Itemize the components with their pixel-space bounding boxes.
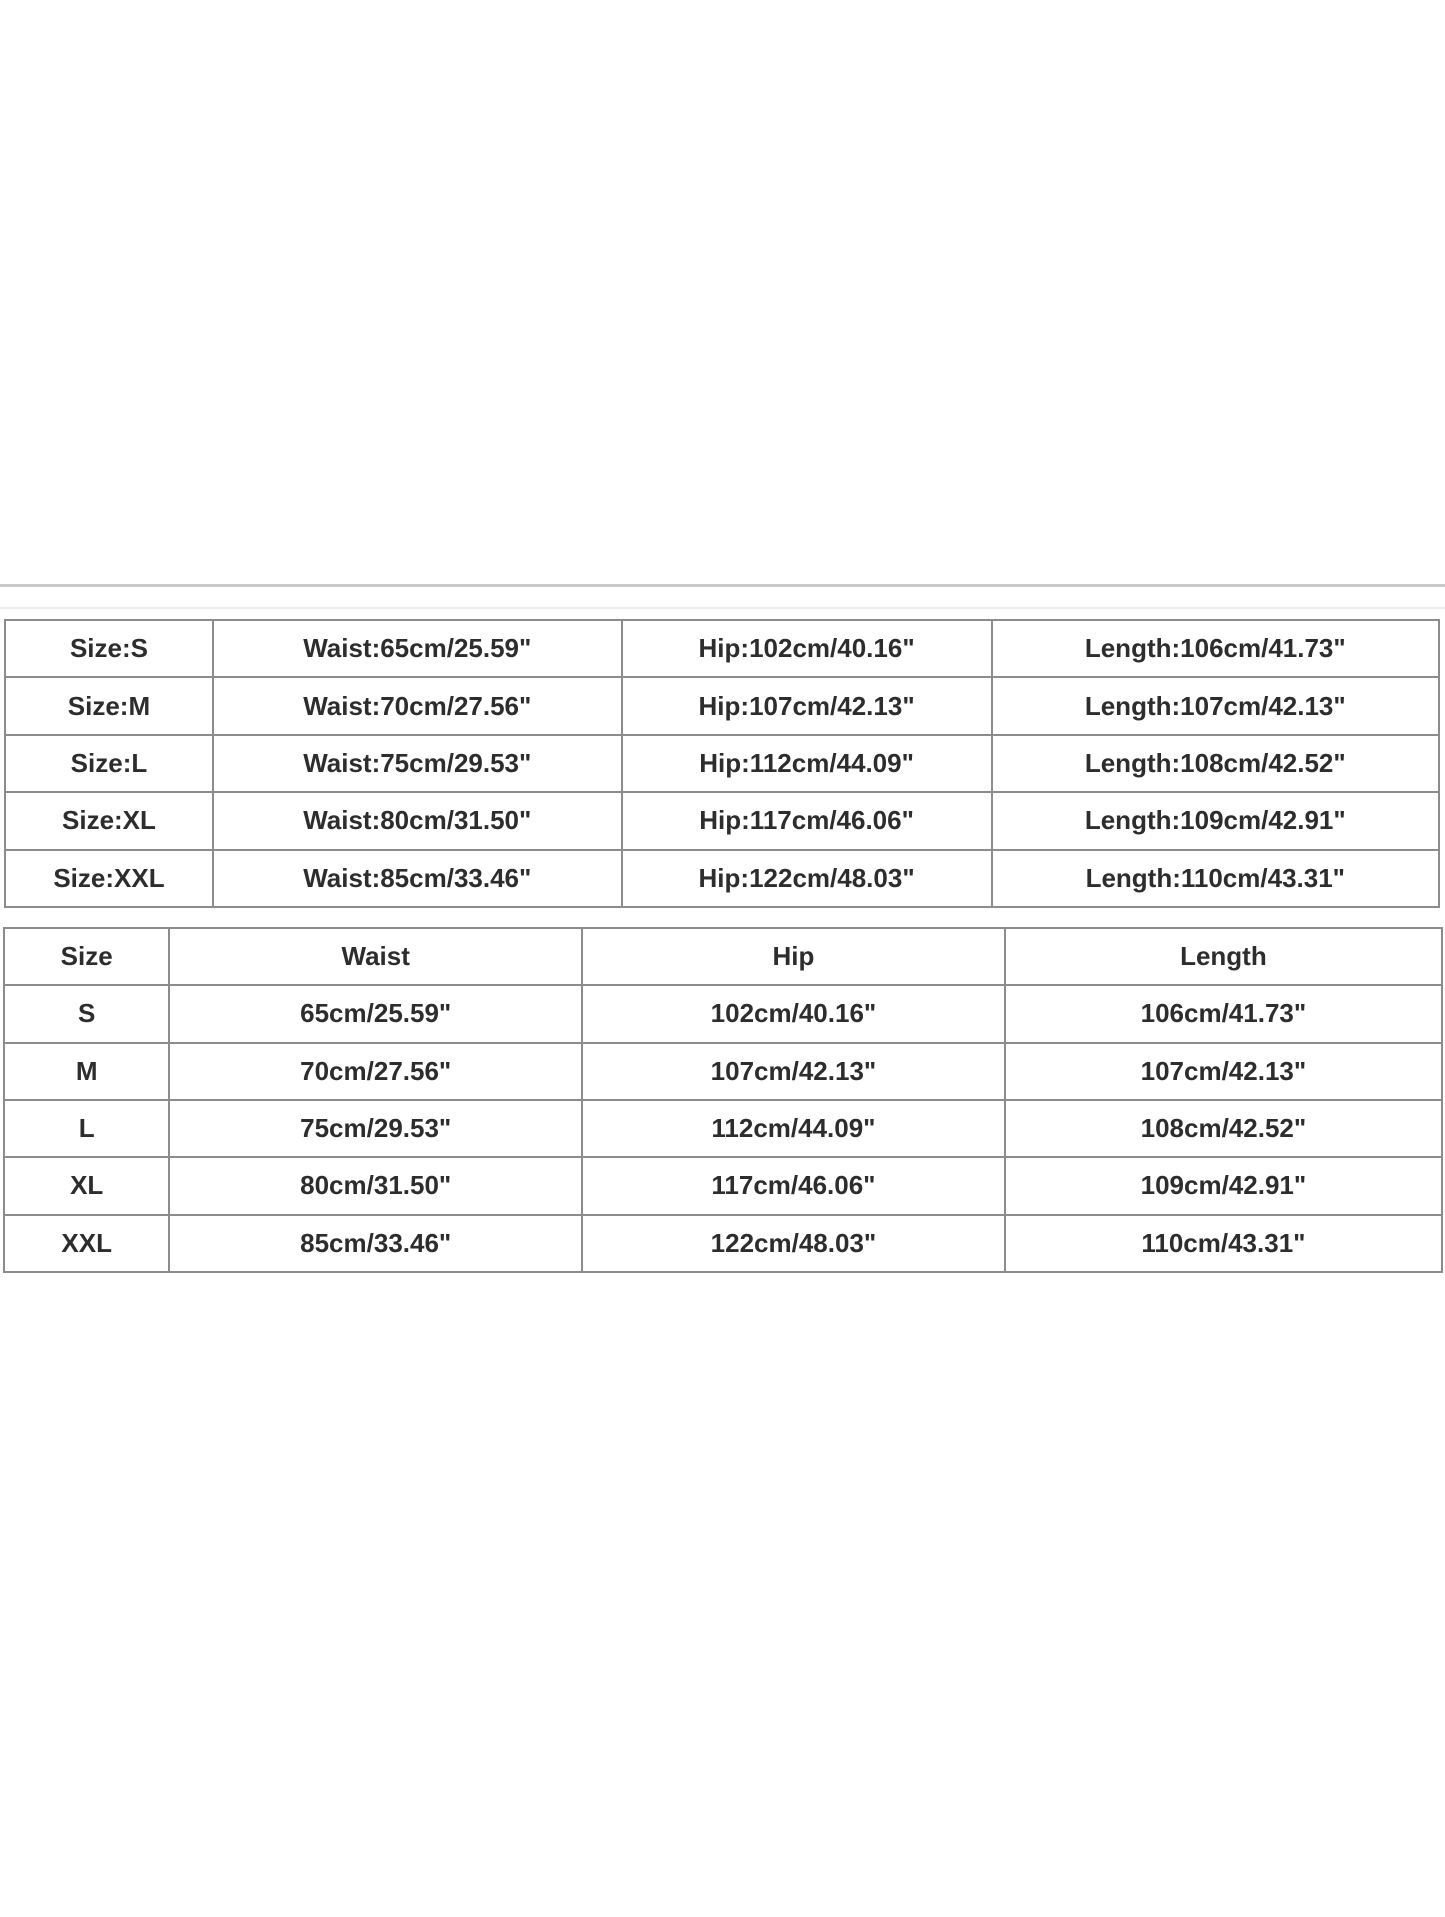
table-header-row (4, 928, 1442, 985)
waist-cell: 80cm/31.50" (169, 1157, 582, 1214)
table-row (4, 1215, 1442, 1272)
faint-divider-line (0, 607, 1445, 609)
size-cell: Size:M (5, 677, 213, 734)
hip-cell: Hip:102cm/40.16" (622, 620, 992, 677)
length-cell: 106cm/41.73" (1005, 985, 1442, 1042)
length-cell: 108cm/42.52" (1005, 1100, 1442, 1157)
hip-cell: Hip:112cm/44.09" (622, 735, 992, 792)
size-cell: L (4, 1100, 169, 1157)
length-cell: Length:107cm/42.13" (992, 677, 1439, 734)
hip-cell: Hip:107cm/42.13" (622, 677, 992, 734)
length-header: Length (1005, 928, 1442, 985)
size-header: Size (4, 928, 169, 985)
table-row (5, 850, 1439, 907)
size-cell: Size:S (5, 620, 213, 677)
table-row (5, 792, 1439, 849)
size-chart-column-table (3, 927, 1443, 1273)
hip-cell: 117cm/46.06" (582, 1157, 1005, 1214)
length-cell: Length:108cm/42.52" (992, 735, 1439, 792)
hip-cell: Hip:117cm/46.06" (622, 792, 992, 849)
size-cell: XL (4, 1157, 169, 1214)
hip-cell: Hip:122cm/48.03" (622, 850, 992, 907)
waist-cell: 85cm/33.46" (169, 1215, 582, 1272)
length-cell: Length:110cm/43.31" (992, 850, 1439, 907)
horizontal-divider-line (0, 584, 1445, 587)
table-row (5, 620, 1439, 677)
waist-header: Waist (169, 928, 582, 985)
waist-cell: 65cm/25.59" (169, 985, 582, 1042)
length-cell: 110cm/43.31" (1005, 1215, 1442, 1272)
hip-cell: 107cm/42.13" (582, 1043, 1005, 1100)
size-cell: Size:XXL (5, 850, 213, 907)
size-cell: Size:XL (5, 792, 213, 849)
size-cell: Size:L (5, 735, 213, 792)
waist-cell: 75cm/29.53" (169, 1100, 582, 1157)
size-chart-inline-table (4, 619, 1440, 908)
waist-cell: Waist:70cm/27.56" (213, 677, 622, 734)
hip-cell: 112cm/44.09" (582, 1100, 1005, 1157)
hip-cell: 122cm/48.03" (582, 1215, 1005, 1272)
table-row (4, 1157, 1442, 1214)
waist-cell: Waist:75cm/29.53" (213, 735, 622, 792)
hip-header: Hip (582, 928, 1005, 985)
table-row (4, 1100, 1442, 1157)
length-cell: 109cm/42.91" (1005, 1157, 1442, 1214)
hip-cell: 102cm/40.16" (582, 985, 1005, 1042)
table-row (5, 677, 1439, 734)
size-cell: S (4, 985, 169, 1042)
length-cell: Length:109cm/42.91" (992, 792, 1439, 849)
table-row (4, 985, 1442, 1042)
waist-cell: Waist:80cm/31.50" (213, 792, 622, 849)
length-cell: Length:106cm/41.73" (992, 620, 1439, 677)
size-cell: XXL (4, 1215, 169, 1272)
table-row (5, 735, 1439, 792)
waist-cell: Waist:65cm/25.59" (213, 620, 622, 677)
table-row (4, 1043, 1442, 1100)
waist-cell: Waist:85cm/33.46" (213, 850, 622, 907)
size-cell: M (4, 1043, 169, 1100)
length-cell: 107cm/42.13" (1005, 1043, 1442, 1100)
waist-cell: 70cm/27.56" (169, 1043, 582, 1100)
